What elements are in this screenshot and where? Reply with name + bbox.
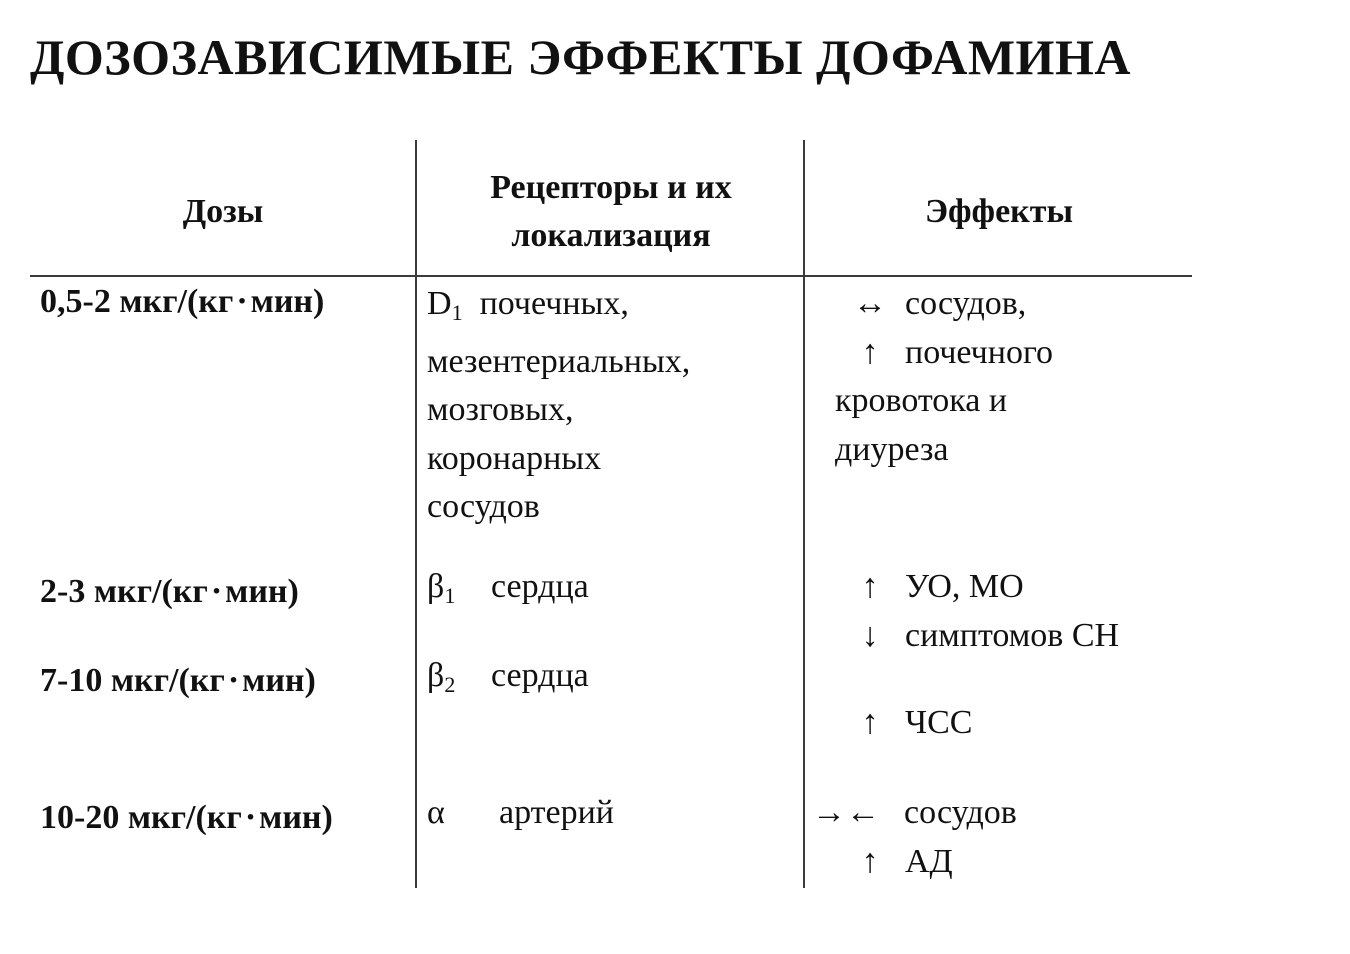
- arrow-down-icon: ↓: [861, 616, 879, 654]
- effects-cell: [835, 280, 1053, 474]
- effects-cell: [812, 789, 1017, 886]
- effect-line: [835, 280, 1053, 329]
- receptor-symbol: β: [427, 568, 445, 605]
- effect-line: [835, 699, 972, 748]
- receptor-cell: [427, 789, 614, 838]
- converging-arrows-icon: →←: [812, 794, 880, 831]
- dose-cell: [40, 799, 333, 837]
- dose-cell: [40, 283, 324, 321]
- header-receptors: [418, 164, 804, 260]
- dose-value: 2-3 мкг/(кг: [40, 573, 208, 610]
- dose-unit: мин): [250, 283, 325, 320]
- header-receptors-line1: Рецепторы и их: [490, 169, 732, 206]
- receptor-symbol: D: [427, 285, 452, 322]
- dose-cell: [40, 662, 316, 700]
- receptor-location: сердца: [491, 657, 589, 694]
- dose-dot: ·: [210, 573, 223, 610]
- dose-unit: мин): [225, 573, 299, 610]
- receptor-location: артерий: [499, 794, 614, 831]
- effect-line: [812, 789, 1017, 838]
- dose-dot: ·: [227, 662, 240, 699]
- dose-unit: мин): [242, 662, 316, 699]
- effect-line: [812, 838, 1017, 887]
- receptor-line: [427, 280, 690, 338]
- dose-value: 7-10 мкг/(кг: [40, 662, 225, 699]
- effect-text: кровотока и: [835, 382, 1008, 419]
- receptor-symbol: β: [427, 657, 445, 694]
- receptor-subscript: 1: [444, 583, 456, 608]
- bidirectional-arrow-icon: ↔: [853, 285, 887, 322]
- effect-text: сосудов: [904, 794, 1017, 831]
- dose-dot: ·: [244, 799, 257, 836]
- effect-text: сосудов,: [905, 285, 1027, 322]
- receptor-symbol: α: [427, 794, 445, 831]
- effect-text: диуреза: [835, 430, 949, 468]
- effect-text: ЧСС: [905, 704, 973, 741]
- arrow-up-icon: ↑: [861, 333, 879, 371]
- effect-text: почечного: [905, 333, 1054, 371]
- receptor-location: сосудов: [427, 488, 540, 525]
- arrow-up-icon: ↑: [861, 842, 879, 880]
- receptor-location: мозговых,: [427, 391, 574, 428]
- receptor-subscript: 1: [451, 300, 463, 325]
- effect-text: симптомов СН: [905, 616, 1120, 654]
- dose-dot: ·: [236, 283, 248, 320]
- arrow-up-icon: ↑: [861, 704, 879, 741]
- header-doses: Дозы: [182, 193, 264, 230]
- dose-value: 10-20 мкг/(кг: [40, 799, 242, 836]
- page-title: ДОЗОЗАВИСИМЫЕ ЭФФЕКТЫ ДОФАМИНА: [30, 29, 1131, 85]
- effect-line: [835, 612, 1119, 661]
- receptor-location: коронарных: [427, 439, 602, 477]
- effect-text: АД: [905, 842, 953, 880]
- dose-value: 0,5-2 мкг/(кг: [40, 283, 234, 320]
- column-divider: [415, 140, 417, 888]
- header-effects: Эффекты: [924, 193, 1074, 230]
- receptor-location: сердца: [491, 568, 589, 605]
- receptor-cell: [427, 652, 589, 710]
- effect-text: УО, МО: [905, 568, 1024, 605]
- header-divider: [30, 275, 1192, 277]
- dose-unit: мин): [259, 799, 333, 836]
- dose-cell: [40, 573, 299, 611]
- effect-line: [835, 563, 1119, 612]
- effect-line: [835, 329, 1053, 378]
- receptor-location: мезентериальных,: [427, 342, 691, 380]
- arrow-up-icon: ↑: [861, 568, 879, 605]
- effects-cell: [835, 699, 972, 748]
- receptor-location: почечных,: [479, 285, 629, 322]
- receptor-cell: [427, 280, 690, 532]
- effects-cell: [835, 563, 1119, 660]
- receptor-subscript: 2: [444, 672, 456, 697]
- receptor-cell: [427, 563, 589, 621]
- header-receptors-line2: локализация: [511, 217, 711, 254]
